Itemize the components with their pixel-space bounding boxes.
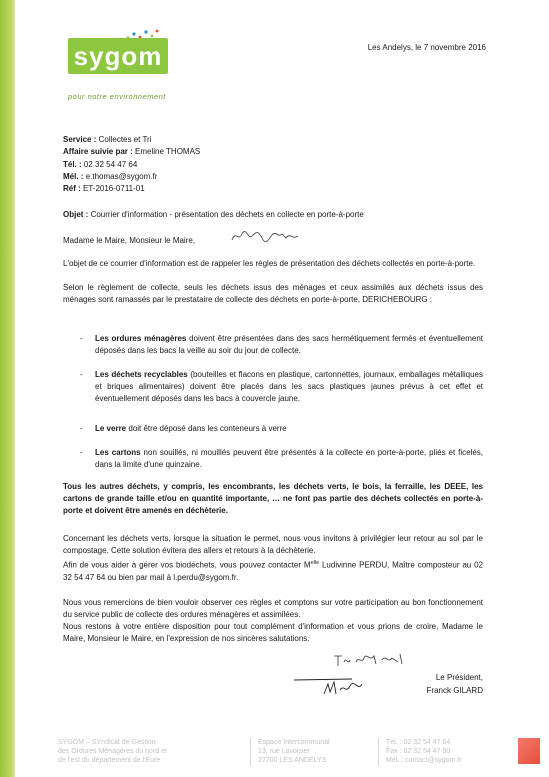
bullet-cartons [80, 447, 483, 471]
footer-address [258, 738, 330, 765]
signatory-title: Le Président, [435, 673, 483, 682]
subject-text: Courrier d'information - présentation des déchets en collecte en porte-à-porte [90, 210, 364, 219]
corner-decoration [518, 738, 540, 764]
tel-label: Tél. : [63, 159, 82, 169]
bullet-ordures [80, 333, 483, 357]
mel-label: Mél. : [63, 171, 84, 181]
footer-line: Mél. : contact@sygom.fr [386, 757, 462, 764]
ref-value: ET-2016-0711-01 [83, 184, 145, 194]
letter-date: Les Andelys, le 7 novembre 2016 [367, 43, 486, 52]
ref-line [63, 183, 200, 195]
bullet-body: doit être déposé dans les conteneurs à verre [126, 424, 287, 433]
bullet-body: non souillés, ni mouillés peuvent être présentés à la collecte en porte-à-porte, pliés et ficelés, dans la limite d'une quinzaine. [95, 448, 483, 469]
logo-wordmark: sygom [68, 38, 168, 74]
subject-label: Objet : [63, 210, 89, 219]
compost-text-a: Afin de vous aider à gérer vos biodéchets, vous pouvez contacter M [63, 560, 311, 570]
letter-subject [63, 210, 364, 219]
footer-divider [378, 738, 379, 766]
handwritten-closing-icon [330, 648, 410, 670]
tel-value: 02 32 54 47 64 [83, 159, 138, 169]
sygom-logo [62, 28, 182, 103]
footer-divider [250, 738, 251, 766]
footer-line: SYGOM – SYndicat de Gestion [58, 739, 156, 746]
compost-paragraph-1: Concernant les déchets verts, lorsque la situation le permet, nous vous invitons à privilégier leur retour au sol par le compostage. Cette solution évitera des allers et retours à la déchèterie. [63, 534, 483, 555]
letter-footer [58, 738, 488, 768]
affaire-value: Emeline THOMAS [135, 147, 201, 157]
bullet-text [95, 369, 483, 405]
signatory-block [427, 672, 483, 697]
compost-text-b: Ludivinne PERDU, Maître composteur au 02 32 54 47 64 ou bien par mail à l.perdu@sygom.fr. [63, 560, 484, 582]
intro-paragraph-1: L'objet de ce courrier d'information est de rappeler les règles de présentation des déchets collectés en porte-à-porte. [63, 259, 476, 268]
bullet-body: doivent être présentées dans des sacs hermétiquement fermés et éventuellement déposés dans les bacs la veille au soir du jour de collecte. [95, 334, 483, 355]
signatory-name: Franck GILARD [426, 685, 483, 695]
left-decorative-bar [0, 0, 15, 777]
logo-tagline: pour notre environnement [68, 92, 166, 101]
closing-paragraph-2: Nous restons à votre entière disposition pour tout complément d'information et vous prions de croire, Madame le Maire, Monsieur le Maire, en l'expression de nos sincères salutations. [63, 622, 483, 643]
salutation: Madame le Maire, Monsieur le Maire, [63, 236, 196, 245]
compost-paragraph-2 [63, 557, 483, 584]
service-line [63, 134, 200, 146]
bullet-recyclables [80, 369, 483, 405]
bullet-dash: - [80, 424, 83, 433]
bullet-dash: - [80, 448, 83, 457]
bullet-text [95, 447, 483, 471]
bold-warning-paragraph: Tous les autres déchets, y compris, les encombrants, les déchets verts, le bois, la ferraille, les DEEE, les cartons de grande taille et/ou en quantité importante, … ne font pas partie des déchets collectés en porte-à-porte et doivent être amenés en déchèterie. [63, 482, 483, 515]
affaire-line [63, 146, 200, 158]
footer-organization [58, 738, 167, 765]
affaire-label: Affaire suivie par : [63, 147, 133, 157]
footer-line: Tél. : 02 32 54 47 64 [386, 739, 451, 746]
compost-superscript: elle [310, 560, 320, 566]
service-value: Collectes et Tri [98, 135, 152, 144]
intro-paragraph-2: Selon le règlement de collecte, seuls les déchets issus des ménages et ceux assimilés aux déchets issus des ménages sont ramassés par le prestataire de collecte des déchets en porte-à-porte, DERICHEBOURG : [63, 283, 483, 304]
mel-line [63, 171, 200, 183]
bullet-bold: Les déchets recyclables [95, 370, 188, 379]
bullet-text [95, 423, 483, 435]
bullet-verre [80, 423, 483, 435]
service-label: Service : [63, 135, 97, 144]
footer-line: de l'est du département de l'Eure [58, 757, 161, 764]
bullet-text [95, 333, 483, 357]
letter-header-info [63, 134, 200, 195]
signature-icon [292, 672, 382, 700]
bullet-body: (bouteilles et flacons en plastique, cartonnettes, journaux, emballages métalliques et briques alimentaires) doivent être placés dans les sacs plastiques jaunes prévus à cet effet et éventuellement déposés dans les bacs à couvercle jaune. [95, 370, 484, 403]
ref-label: Réf : [63, 184, 81, 194]
tel-line [63, 159, 200, 171]
footer-line: des Ordures Ménagères du nord et [58, 748, 167, 755]
mel-value: e.thomas@sygom.fr [85, 171, 158, 181]
bullet-bold: Le verre [95, 424, 127, 433]
bullet-dash: - [80, 370, 83, 379]
bullet-bold: Les ordures ménagères [95, 334, 187, 343]
handwritten-annotation [228, 226, 308, 246]
closing-paragraph-1: Nous vous remercions de bien vouloir observer ces règles et comptons sur votre participation au bon fonctionnement du service public de collecte des ordures ménagères et assimilées. [63, 598, 483, 619]
bullet-dash: - [80, 334, 83, 343]
bullet-bold: Les cartons [95, 448, 141, 457]
footer-contact [386, 738, 462, 765]
footer-line: 27700 LES ANDELYS [258, 757, 327, 764]
footer-line: 13, rue Lavoisier [258, 748, 310, 755]
footer-line: Fax : 02 32 54 47 90 [386, 748, 451, 755]
footer-line: Espace Intercommunal [258, 739, 330, 746]
